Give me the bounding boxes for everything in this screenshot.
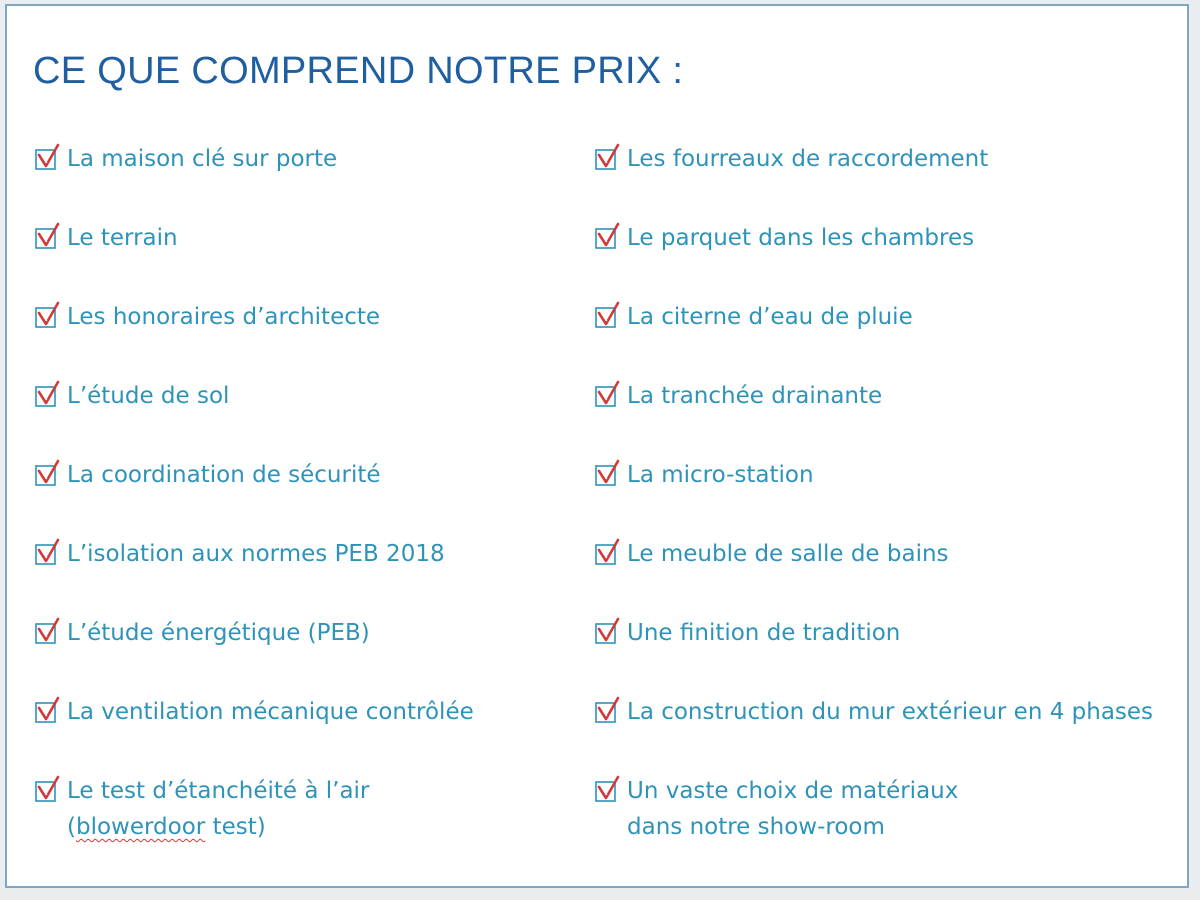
checkbox-checked-icon xyxy=(33,537,63,567)
list-item-label xyxy=(67,457,381,493)
list-item-line-1: Les fourreaux de raccordement xyxy=(627,146,989,172)
list-item xyxy=(33,378,474,457)
checkbox-checked-icon xyxy=(593,221,623,251)
list-item-line-1: Le meuble de salle de bains xyxy=(627,541,949,567)
list-item xyxy=(593,694,1153,773)
list-item-label xyxy=(67,220,178,256)
checkbox-checked-icon xyxy=(593,616,623,646)
list-item-label xyxy=(67,694,474,730)
list-item-line-1: L’étude de sol xyxy=(67,383,230,409)
list-item-label xyxy=(627,615,900,651)
checkbox-checked-icon xyxy=(593,142,623,172)
checkbox-checked-icon xyxy=(33,379,63,409)
list-item xyxy=(33,615,474,694)
list-item xyxy=(593,378,1153,457)
list-item-line-2 xyxy=(67,809,369,845)
list-item-line-1: La tranchée drainante xyxy=(627,383,883,409)
checkbox-checked-icon xyxy=(33,616,63,646)
list-item-line-1: La coordination de sécurité xyxy=(67,462,381,488)
list-item xyxy=(593,220,1153,299)
list-item-label xyxy=(627,694,1153,730)
list-item-line-1: Un vaste choix de matériaux xyxy=(627,778,959,804)
checkbox-checked-icon xyxy=(33,774,63,804)
checkbox-checked-icon xyxy=(593,300,623,330)
list-item-line-1: La ventilation mécanique contrôlée xyxy=(67,699,474,725)
list-item-line-1: La construction du mur extérieur en 4 phases xyxy=(627,699,1154,725)
checkbox-checked-icon xyxy=(33,458,63,488)
checkbox-checked-icon xyxy=(593,774,623,804)
list-item-line-1: Une finition de tradition xyxy=(627,620,901,646)
list-item-label xyxy=(67,773,369,845)
list-item-label xyxy=(627,773,958,845)
list-item xyxy=(33,457,474,536)
checkbox-checked-icon xyxy=(593,458,623,488)
checkbox-checked-icon xyxy=(593,695,623,725)
checkbox-checked-icon xyxy=(593,537,623,567)
list-item xyxy=(593,615,1153,694)
list-item xyxy=(593,141,1153,220)
included-items-list-right xyxy=(593,141,1153,852)
list-item-label xyxy=(67,141,337,177)
checkbox-checked-icon xyxy=(33,221,63,251)
list-item-line-1: Le terrain xyxy=(67,225,178,251)
list-item-label xyxy=(627,457,814,493)
checkbox-checked-icon xyxy=(593,379,623,409)
line-rest: test) xyxy=(205,814,266,840)
list-item-label xyxy=(67,615,370,651)
list-item xyxy=(33,141,474,220)
list-item-line-2: dans notre show-room xyxy=(627,814,885,840)
checkbox-checked-icon xyxy=(33,300,63,330)
list-item-line-1: La micro-station xyxy=(627,462,814,488)
list-item xyxy=(33,536,474,615)
checkbox-checked-icon xyxy=(33,695,63,725)
list-item-label xyxy=(627,141,988,177)
slide xyxy=(5,4,1189,888)
list-item-label xyxy=(627,536,949,572)
list-item-line-1: La citerne d’eau de pluie xyxy=(627,304,913,330)
list-item xyxy=(593,457,1153,536)
list-item-label xyxy=(67,378,229,414)
list-item-label xyxy=(627,299,913,335)
list-item-line-1: La maison clé sur porte xyxy=(67,146,338,172)
list-item xyxy=(593,299,1153,378)
list-item-label xyxy=(627,378,882,414)
list-item-label xyxy=(67,536,445,572)
open-paren: ( xyxy=(67,814,76,840)
list-item-line-1: Les honoraires d’architecte xyxy=(67,304,381,330)
list-item-label xyxy=(627,220,974,256)
list-item-line-1: L’étude énergétique (PEB) xyxy=(67,620,370,646)
page-title: CE QUE COMPREND NOTRE PRIX : xyxy=(33,50,684,92)
list-item xyxy=(593,773,1153,852)
list-item xyxy=(33,299,474,378)
spellcheck-word: blowerdoor xyxy=(75,814,206,840)
list-item xyxy=(593,536,1153,615)
list-item-label xyxy=(67,299,380,335)
list-item-line-1: Le test d’étanchéité à l’air xyxy=(67,778,370,804)
list-item xyxy=(33,694,474,773)
list-item-line-1: Le parquet dans les chambres xyxy=(627,225,975,251)
list-item-line-1: L’isolation aux normes PEB 2018 xyxy=(67,541,445,567)
checkbox-checked-icon xyxy=(33,142,63,172)
included-items-list-left xyxy=(33,141,474,852)
list-item xyxy=(33,773,474,852)
list-item xyxy=(33,220,474,299)
